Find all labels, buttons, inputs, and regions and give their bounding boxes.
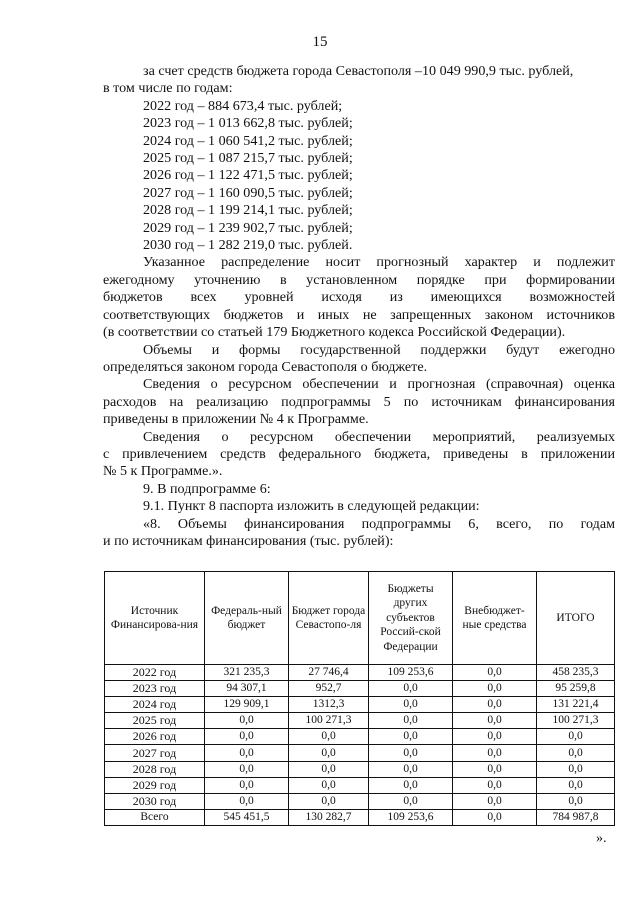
table-cell: 0,0: [205, 777, 289, 793]
table-cell: 0,0: [537, 761, 615, 777]
paragraph-line: Сведения о ресурсном обеспечении и прогнозная (справочная) оценка: [143, 376, 615, 393]
header-city: Бюджет города Севастопо-ля: [289, 572, 369, 665]
year-item: 2022 год – 884 673,4 тыс. рублей;: [143, 97, 343, 114]
header-source: Источник Финансирова-ния: [105, 572, 205, 665]
table-row: [105, 761, 615, 777]
table-cell: 27 746,4: [289, 665, 369, 681]
table-row: [105, 793, 615, 809]
year-item: 2030 год – 1 282 219,0 тыс. рублей.: [143, 237, 353, 254]
table-cell: 0,0: [289, 729, 369, 745]
table-cell: 0,0: [453, 729, 537, 745]
table-cell: 0,0: [453, 697, 537, 713]
table-cell: 0,0: [453, 713, 537, 729]
table-total-row: [105, 809, 615, 825]
table-cell: 2023 год: [105, 681, 205, 697]
table-cell: 0,0: [369, 713, 453, 729]
table-cell: 0,0: [205, 713, 289, 729]
intro-line: в том числе по годам:: [103, 80, 233, 97]
table-cell: 0,0: [289, 793, 369, 809]
table-cell: 0,0: [537, 777, 615, 793]
section-subheading: 9.1. Пункт 8 паспорта изложить в следующей редакции:: [143, 498, 480, 515]
paragraph-line: расходов на реализацию подпрограммы 5 по источникам финансирования: [103, 393, 615, 410]
table-row: [105, 713, 615, 729]
year-item: 2026 год – 1 122 471,5 тыс. рублей;: [143, 167, 353, 184]
table-cell: 952,7: [289, 681, 369, 697]
page-number: 15: [312, 34, 328, 50]
table-cell: 2030 год: [105, 793, 205, 809]
table-cell: 0,0: [537, 729, 615, 745]
table-cell: 0,0: [453, 665, 537, 681]
paragraph-forecast: [103, 254, 615, 341]
paragraph-line: приведены в приложении № 4 к Программе.: [103, 411, 369, 428]
table-cell: 0,0: [369, 777, 453, 793]
table-row: [105, 745, 615, 761]
table-cell: 0,0: [453, 777, 537, 793]
table-cell: 0,0: [289, 745, 369, 761]
paragraph-line: Сведения о ресурсном обеспечении мероприятий, реализуемых: [143, 428, 615, 445]
table-cell: 0,0: [537, 745, 615, 761]
table-cell: 0,0: [205, 745, 289, 761]
table-cell: 95 259,8: [537, 681, 615, 697]
table-cell: 0,0: [453, 809, 537, 825]
table-cell: 131 221,4: [537, 697, 615, 713]
table-cell: 0,0: [289, 777, 369, 793]
table-cell: 0,0: [453, 793, 537, 809]
table-cell: 0,0: [205, 793, 289, 809]
paragraph-line: соответствующих бюджетов и иных не запрещенных законом источников: [103, 306, 615, 323]
table-cell: 2024 год: [105, 697, 205, 713]
table-cell: 0,0: [369, 745, 453, 761]
table-cell: 0,0: [369, 681, 453, 697]
year-item: 2023 год – 1 013 662,8 тыс. рублей;: [143, 115, 353, 132]
paragraph-line: № 5 к Программе.».: [103, 463, 223, 480]
table-cell: 0,0: [369, 761, 453, 777]
table-cell: 784 987,8: [537, 809, 615, 825]
table-cell: 0,0: [205, 729, 289, 745]
table-cell: 0,0: [369, 793, 453, 809]
table-cell: 0,0: [289, 761, 369, 777]
table-cell: 321 235,3: [205, 665, 289, 681]
year-item: 2029 год – 1 239 902,7 тыс. рублей;: [143, 219, 353, 236]
header-extrabudgetary: Внебюджет-ные средства: [453, 572, 537, 665]
paragraph-line: Объемы и формы государственной поддержки будут ежегодно: [143, 341, 615, 358]
document-body: [103, 63, 615, 550]
paragraph-resources: [103, 376, 615, 428]
table-cell: 0,0: [369, 697, 453, 713]
section-heading: 9. В подпрограмме 6:: [143, 480, 271, 497]
paragraph-line: ежегодному уточнению в установленном порядке при формировании: [103, 271, 615, 288]
table-cell: 0,0: [453, 681, 537, 697]
table-row: [105, 777, 615, 793]
table-cell: 109 253,6: [369, 665, 453, 681]
table-cell: 2027 год: [105, 745, 205, 761]
table-row: [105, 729, 615, 745]
table-cell: 2025 год: [105, 713, 205, 729]
paragraph-line: «8. Объемы финансирования подпрограммы 6, всего, по годам: [143, 515, 615, 532]
header-total: ИТОГО: [537, 572, 615, 665]
table-cell: 0,0: [369, 729, 453, 745]
paragraph-support: [103, 342, 615, 377]
table-cell: 100 271,3: [537, 713, 615, 729]
paragraph-federal: [103, 429, 615, 481]
table-row: [105, 665, 615, 681]
table-cell: 458 235,3: [537, 665, 615, 681]
table-cell: Всего: [105, 809, 205, 825]
table-cell: 0,0: [205, 761, 289, 777]
year-item: 2028 год – 1 199 214,1 тыс. рублей;: [143, 202, 353, 219]
table-cell: 130 282,7: [289, 809, 369, 825]
year-item: 2024 год – 1 060 541,2 тыс. рублей;: [143, 132, 353, 149]
closing-quote-mark: ».: [596, 831, 607, 846]
table-cell: 109 253,6: [369, 809, 453, 825]
year-item: 2025 год – 1 087 215,7 тыс. рублей;: [143, 150, 353, 167]
financing-table: [104, 571, 615, 826]
paragraph-line: и по источникам финансирования (тыс. рублей):: [103, 532, 394, 549]
table-cell: 129 909,1: [205, 697, 289, 713]
year-list: [103, 98, 615, 255]
paragraph-line: Указанное распределение носит прогнозный характер и подлежит: [143, 254, 615, 271]
table-header-row: [105, 572, 615, 665]
table-cell: 94 307,1: [205, 681, 289, 697]
intro-line: за счет средств бюджета города Севастополя –10 049 990,9 тыс. рублей,: [143, 63, 574, 79]
table-cell: 1312,3: [289, 697, 369, 713]
table-cell: 0,0: [537, 793, 615, 809]
table-row: [105, 697, 615, 713]
table-cell: 0,0: [453, 761, 537, 777]
paragraph-line: бюджетов всех уровней исходя из имеющихся возможностей: [103, 289, 615, 306]
table-cell: 2029 год: [105, 777, 205, 793]
table-cell: 0,0: [453, 745, 537, 761]
table-cell: 2022 год: [105, 665, 205, 681]
table-row: [105, 681, 615, 697]
table-cell: 545 451,5: [205, 809, 289, 825]
paragraph-financing: [103, 516, 615, 551]
header-federal: Федераль-ный бюджет: [205, 572, 289, 665]
table-cell: 2026 год: [105, 729, 205, 745]
table-cell: 2028 год: [105, 761, 205, 777]
paragraph-line: (в соответствии со статьей 179 Бюджетного кодекса Российской Федерации).: [103, 324, 566, 341]
paragraph-line: определяться законом города Севастополя о бюджете.: [103, 358, 428, 375]
table-cell: 100 271,3: [289, 713, 369, 729]
header-other-regions: Бюджеты других субъектов Россий-ской Федерации: [369, 572, 453, 665]
paragraph-line: с привлечением средств федерального бюджета, приведены в приложении: [103, 445, 615, 462]
year-item: 2027 год – 1 160 090,5 тыс. рублей;: [143, 184, 353, 201]
